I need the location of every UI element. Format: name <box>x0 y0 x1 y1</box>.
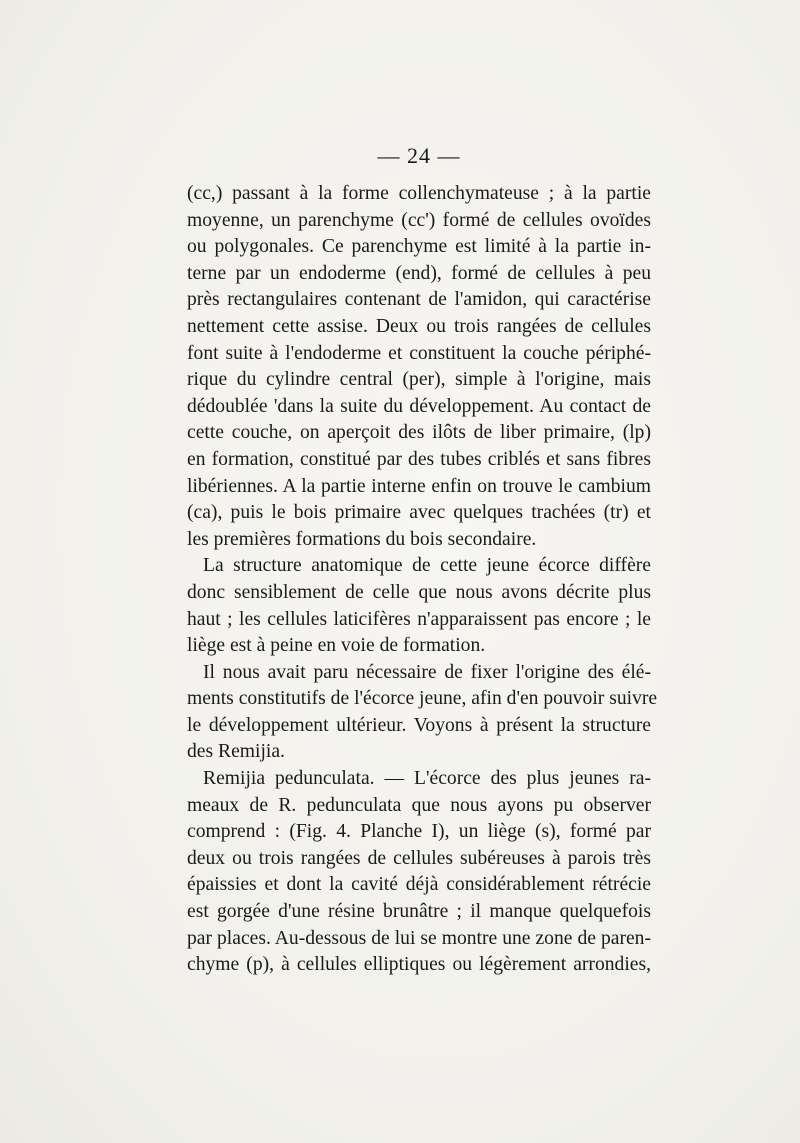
text-line: La structure anatomique de cette jeune écorce diffère <box>203 555 651 577</box>
text-line: chyme (p), à cellules elliptiques ou légèrement arrondies, <box>187 954 651 976</box>
text-line: deux ou trois rangées de cellules subéreuses à parois très <box>187 847 651 869</box>
text-line: des Remijia. <box>187 741 285 763</box>
page-number: — 24 — <box>377 143 461 168</box>
text-line: meaux de R. pedunculata que nous ayons pu observer <box>187 794 651 816</box>
text-line: le développement ultérieur. Voyons à présent la structure <box>187 714 651 736</box>
text-line: moyenne, un parenchyme (cc') formé de cellules ovoïdes <box>187 209 651 231</box>
paragraph-3 <box>187 660 658 766</box>
text-line: dédoublée 'dans la suite du développement. Au contact de <box>187 395 651 417</box>
text-line: les premières formations du bois secondaire. <box>187 528 537 550</box>
text-line: (ca), puis le bois primaire avec quelques trachées (tr) et <box>187 502 651 524</box>
text-line: en formation, constitué par des tubes criblés et sans fibres <box>187 448 651 470</box>
text-line: Il nous avait paru nécessaire de fixer l'origine des élé- <box>203 661 651 683</box>
paragraph-2 <box>187 553 651 659</box>
text-line: par places. Au-dessous de lui se montre une zone de paren- <box>187 927 651 949</box>
text-line: liège est à peine en voie de formation. <box>187 635 486 657</box>
text-line: cette couche, on aperçoit des ilôts de liber primaire, (lp) <box>187 422 651 444</box>
text-line: nettement cette assise. Deux ou trois rangées de cellules <box>187 315 651 337</box>
text-line: libériennes. A la partie interne enfin on trouve le cambium <box>187 475 651 497</box>
text-line: haut ; les cellules laticifères n'apparaissent pas encore ; le <box>187 608 651 630</box>
paragraph-4 <box>187 766 651 979</box>
text-line: font suite à l'endoderme et constituent la couche périphé- <box>187 342 651 364</box>
text-line: ou polygonales. Ce parenchyme est limité à la partie in- <box>187 236 651 258</box>
text-line: ments constitutifs de l'écorce jeune, afin d'en pouvoir suivre <box>187 688 658 710</box>
text-line: épaissies et dont la cavité déjà considérablement rétrécie <box>187 874 651 896</box>
text-line: rique du cylindre central (per), simple à l'origine, mais <box>187 369 651 391</box>
text-line: est gorgée d'une résine brunâtre ; il manque quelquefois <box>187 901 651 923</box>
body-text <box>187 181 658 979</box>
paragraph-1 <box>187 181 651 553</box>
text-line: donc sensiblement de celle que nous avons décrite plus <box>187 581 651 603</box>
text-line: (cc,) passant à la forme collenchymateuse ; à la partie <box>187 183 651 204</box>
text-line: Remijia pedunculata. — L'écorce des plus jeunes ra- <box>203 768 651 790</box>
text-line: terne par un endoderme (end), formé de cellules à peu <box>187 262 651 284</box>
text-line: près rectangulaires contenant de l'amidon, qui caractérise <box>187 289 651 311</box>
text-line: comprend : (Fig. 4. Planche I), un liège (s), formé par <box>187 821 651 843</box>
